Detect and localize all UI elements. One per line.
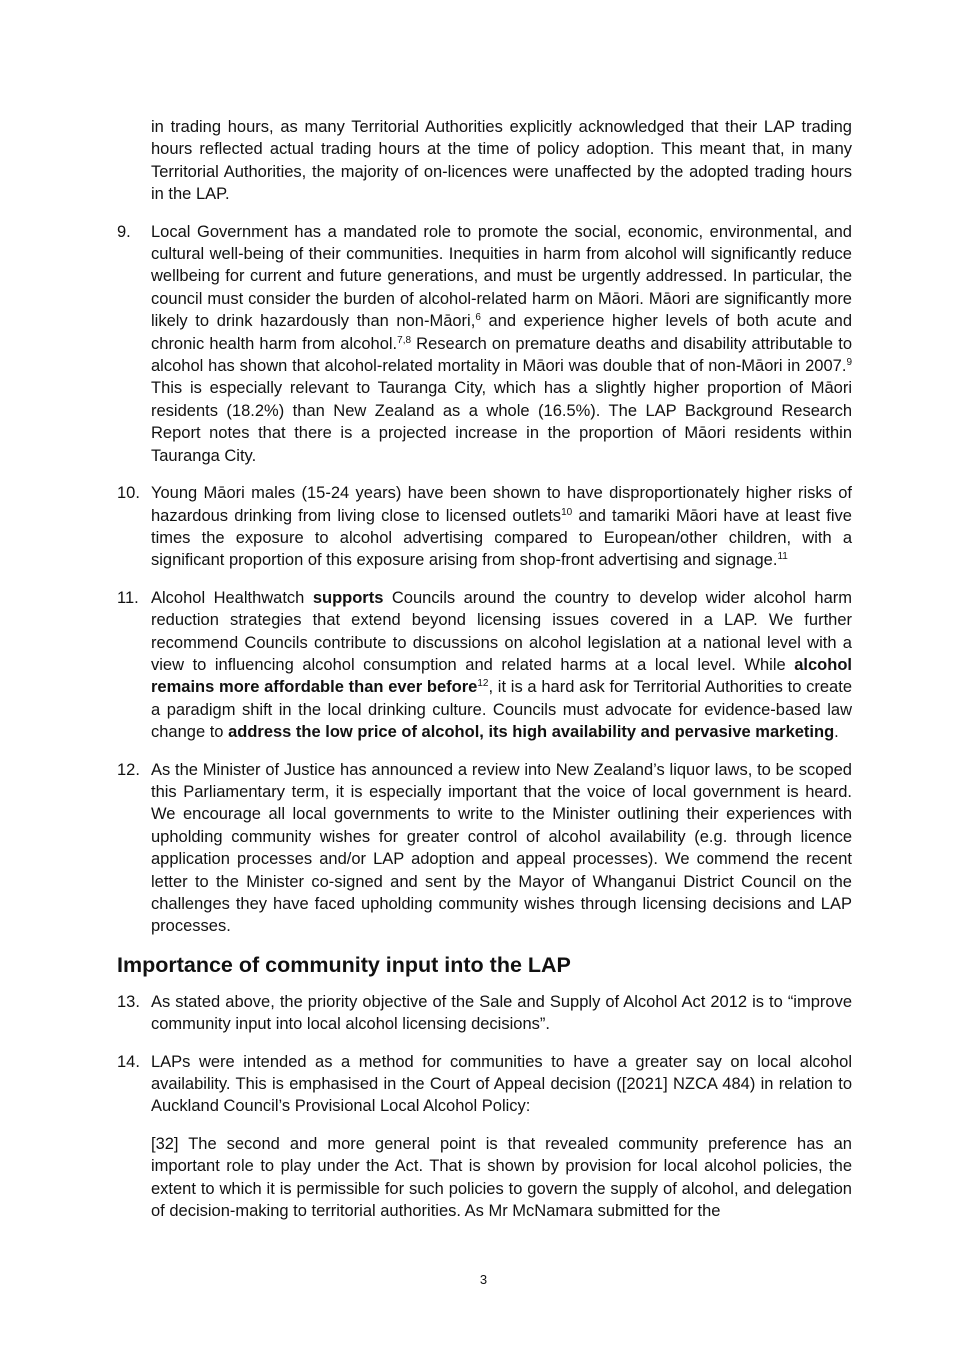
emphasis-text: supports: [312, 588, 384, 607]
footnote-ref: 12: [477, 678, 489, 690]
paragraph-number: 10.: [117, 484, 140, 503]
page-number: 3: [479, 1272, 488, 1287]
paragraph-text: LAPs were intended as a method for communities to have a greater say on local alcohol availability. This is emphasised in the Court of Appeal decision ([2021] NZCA 484) in relation to Auckland Council’s Provisional Local Alcohol Policy:: [151, 1052, 852, 1116]
paragraph-number: 14.: [117, 1052, 140, 1071]
paragraph-number: 13.: [117, 992, 140, 1011]
footnote-ref: 7,8: [397, 334, 412, 346]
paragraph-text: and experience higher levels of both acute and chronic health harm from alcohol.: [151, 312, 852, 353]
paragraph-14: [117, 1051, 852, 1118]
paragraph-text: Young Māori males (15-24 years) have been shown to have disproportionately higher risks of hazardous drinking from living close to licensed outlets: [151, 484, 852, 525]
paragraph-number: 12.: [117, 760, 140, 779]
continued-paragraph-text: in trading hours, as many Territorial Authorities explicitly acknowledged that their LAP trading hours reflected actual trading hours at the time of policy adoption. This meant that, in many Territorial Authorities, the majority of on-licences were unaffected by the adopted trading hours in the LAP.: [151, 118, 852, 204]
emphasis-text: alcohol remains more affordable than ever before: [151, 655, 852, 697]
block-quote: [32] The second and more general point is that revealed community preference has an important role to play under the Act. That is shown by provision for local alcohol policies, the extent to which it is permissible for such policies to govern the supply of alcohol, and delegation of decision-making to territorial authorities. As Mr McNamara submitted for the: [151, 1134, 852, 1221]
paragraph-text: Research on premature deaths and disability attributable to alcohol has shown that alcohol-related mortality in Māori was double that of non-Māori in 2007.: [151, 334, 853, 376]
paragraph-text: This is especially relevant to Tauranga City, which has a slightly higher proportion of Māori residents (18.2%) than New Zealand as a whole (16.5%). The LAP Background Research Report notes that there is a projected increase in the proportion of Māori residents within Tauranga City.: [151, 379, 852, 465]
paragraph-text: Local Government has a mandated role to promote the social, economic, environmental, and cultural well-being of their communities. Inequities in harm from alcohol will significantly reduce wellbeing for current and future generations, and must be urgently addressed. In particular, the council must consider the burden of alcohol-related harm on Māori. Māori are significantly more likely to drink hazardously than non-Māori,: [151, 222, 852, 331]
paragraph-10: [117, 482, 852, 572]
footnote-ref: 10: [561, 506, 573, 518]
paragraph-text: and tamariki Māori have at least five times the exposure to alcohol advertising compared to European/other children, with a significant proportion of this exposure arising from shop-front advertising and signage.: [151, 506, 852, 570]
footnote-ref: 9: [846, 357, 852, 369]
paragraph-13: [117, 991, 852, 1036]
paragraph-11: [117, 587, 852, 744]
section-heading: Importance of community input into the LAP: [117, 952, 571, 977]
footnote-ref: 6: [475, 312, 481, 324]
paragraph-text: Alcohol Healthwatch: [151, 588, 313, 607]
paragraph-text: .: [834, 723, 839, 742]
paragraph-12: [117, 759, 852, 938]
paragraph-9: [117, 221, 852, 467]
paragraph-text: Councils around the country to develop wider alcohol harm reduction strategies that extend beyond licensing issues covered in a LAP. We further recommend Councils contribute to discussions on alcohol legislation at a national level with a view to influencing alcohol consumption and related harms at a local level. While: [151, 588, 852, 674]
continued-paragraph: [117, 116, 852, 206]
paragraph-text: , it is a hard ask for Territorial Authorities to create a paradigm shift in the local drinking culture. Councils must advocate for evidence-based law change to: [151, 678, 852, 742]
paragraph-number: 9.: [117, 222, 131, 241]
paragraph-text: As stated above, the priority objective of the Sale and Supply of Alcohol Act 2012 is to “improve community input into local alcohol licensing decisions”.: [151, 992, 852, 1034]
footnote-ref: 11: [777, 551, 788, 563]
page-content: [117, 116, 852, 1222]
paragraph-number: 11.: [117, 588, 139, 607]
emphasis-text: address the low price of alcohol, its high availability and pervasive marketing: [228, 723, 835, 742]
paragraph-text: As the Minister of Justice has announced a review into New Zealand’s liquor laws, to be scoped this Parliamentary term, it is especially important that the voice of local government is heard. We encourage all local governments to write to the Minister outlining their experiences with upholding community wishes for greater control of alcohol availability (e.g. through licence application processes and/or LAP adoption and appeal processes). We commend the recent letter to the Minister co-signed and sent by the Mayor of Whanganui District Council on the challenges they have faced upholding community wishes through licensing decisions and LAP processes.: [151, 760, 852, 936]
